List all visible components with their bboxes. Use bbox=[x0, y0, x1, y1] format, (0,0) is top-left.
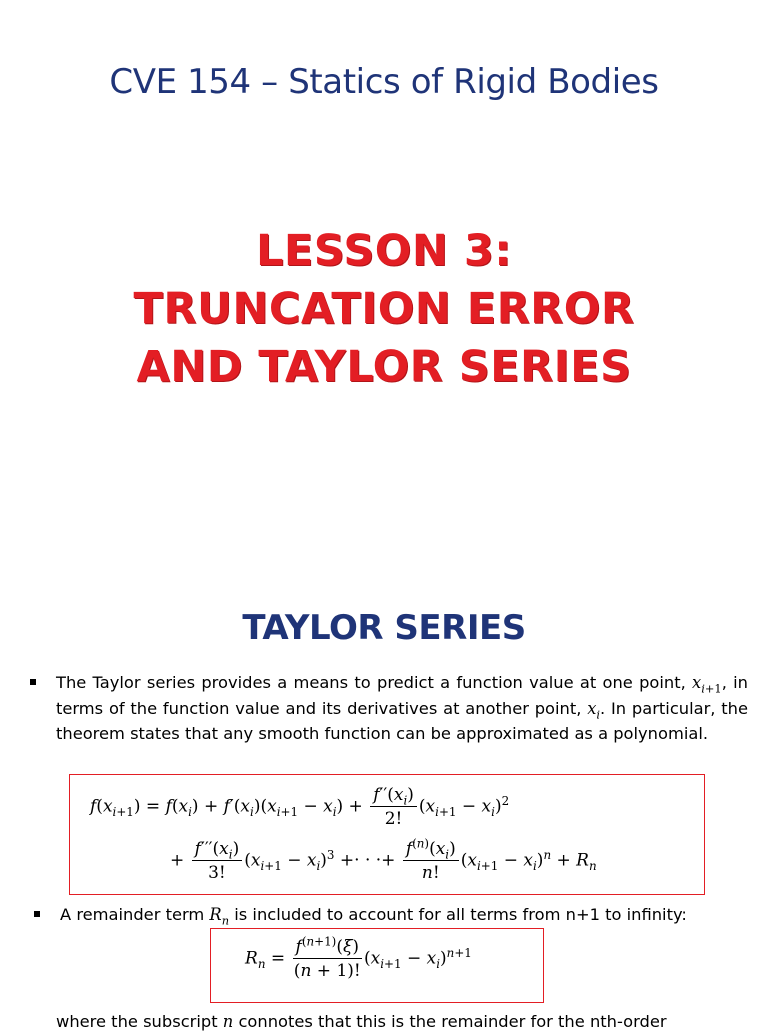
lesson-title bbox=[0, 222, 768, 396]
lesson-title-line-1: LESSON 3: bbox=[256, 226, 512, 276]
bullet-text: . In particular, the theorem states that any smooth function can be approximated as a polynomial. bbox=[56, 698, 748, 743]
lesson-title-line-2: TRUNCATION ERROR bbox=[133, 284, 635, 334]
remainder-equation-line: $R_n$ = $\frac{f^{(n+1)}(\xi)}{(n + 1)!}$ $(x_{i+1} - x_i)^{n+1}$ bbox=[245, 934, 472, 981]
equation-line-2: + $\frac{f'''(x_i)}{3!}$ $(x_{i+1} - x_i)^3$ +· · ·+ $\frac{f^{(n)}(x_i)}{n!}$ $(x_{i+1} - x_i)^n + R_n$ bbox=[170, 836, 597, 883]
bullet-text: is included to account for all terms from n+1 to infinity: bbox=[234, 905, 687, 924]
course-title: CVE 154 – Statics of Rigid Bodies bbox=[109, 62, 659, 102]
equation-line-1: $f(x_{i+1}) = f(x_i) + f'(x_i)(x_{i+1} - x_i)$ + $\frac{f''(x_i)}{2!}$ $(x_{i+1} - x_i)^2$ bbox=[90, 785, 510, 829]
bullet-text: The Taylor series provides a means to predict a function value at one point, bbox=[56, 673, 686, 692]
section-title: TAYLOR SERIES bbox=[242, 608, 526, 648]
taylor-series-slide bbox=[0, 560, 768, 1031]
bullet-text: A remainder term bbox=[60, 905, 205, 924]
taylor-series-equation bbox=[69, 774, 705, 895]
math-n: n bbox=[222, 1012, 234, 1031]
bullet-taylor-description bbox=[56, 670, 748, 747]
bullet-text: where the subscript bbox=[56, 1012, 218, 1031]
math-x-i: $x_i$ bbox=[587, 698, 601, 721]
remainder-equation bbox=[210, 928, 544, 1003]
bullet-text: connotes that this is the remainder for the nth-order bbox=[238, 1012, 667, 1031]
lesson-title-line-3: AND TAYLOR SERIES bbox=[136, 342, 632, 392]
bullet-text: , in terms of the function value and its derivatives at another point, bbox=[56, 673, 748, 718]
math-x-i-plus-1: $x_{i+1}$ bbox=[692, 673, 722, 696]
math-R-n: $R_n$ bbox=[209, 905, 230, 928]
bullet-subscript-note bbox=[56, 1009, 748, 1035]
bullet-remainder bbox=[60, 902, 752, 928]
